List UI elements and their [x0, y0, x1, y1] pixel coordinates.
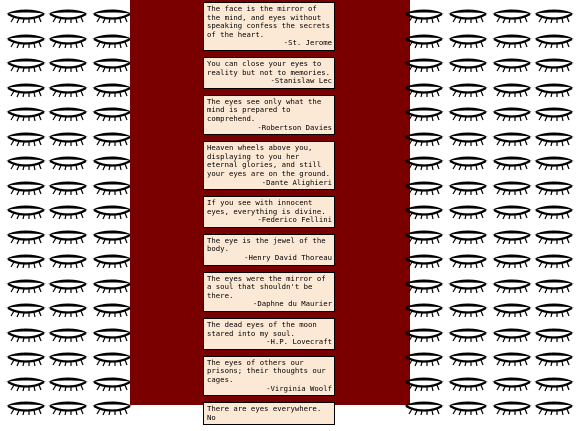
closed-eye-icon [4, 9, 48, 23]
closed-eye-icon [402, 34, 446, 48]
closed-eye-icon [402, 83, 446, 97]
closed-eye-icon [90, 254, 134, 268]
closed-eye-icon [532, 377, 576, 391]
quote-author: -Henry David Thoreau [244, 253, 332, 263]
closed-eye-icon [90, 107, 134, 121]
quote-author: -St. Jerome [283, 38, 332, 48]
closed-eye-icon [90, 377, 134, 391]
closed-eye-icon [532, 279, 576, 293]
quote-text: The eyes were the mirror of a soul that shouldn't be there. [207, 273, 326, 300]
closed-eye-icon [46, 401, 90, 415]
closed-eye-icon [90, 83, 134, 97]
closed-eye-icon [4, 83, 48, 97]
closed-eye-icon [532, 205, 576, 219]
quote-text: The eye is the jewel of the body. [207, 235, 326, 254]
quote-text: The dead eyes of the moon stared into my soul. [207, 320, 317, 338]
closed-eye-icon [46, 83, 90, 97]
closed-eye-icon [46, 279, 90, 293]
eye-pattern-right [410, 0, 540, 405]
closed-eye-icon [446, 205, 490, 219]
closed-eye-icon [4, 34, 48, 48]
closed-eye-icon [4, 377, 48, 391]
closed-eye-icon [490, 328, 534, 342]
closed-eye-icon [446, 156, 490, 170]
closed-eye-icon [402, 303, 446, 317]
quote-box [203, 2, 335, 51]
closed-eye-icon [532, 230, 576, 244]
closed-eye-icon [490, 107, 534, 121]
closed-eye-icon [46, 132, 90, 146]
closed-eye-icon [446, 230, 490, 244]
quote-box [203, 402, 335, 425]
quote-author: -Daphne du Maurier [252, 299, 332, 309]
closed-eye-icon [402, 377, 446, 391]
closed-eye-icon [90, 352, 134, 366]
closed-eye-icon [402, 401, 446, 415]
closed-eye-icon [90, 279, 134, 293]
closed-eye-icon [446, 83, 490, 97]
closed-eye-icon [446, 58, 490, 72]
closed-eye-icon [532, 58, 576, 72]
closed-eye-icon [4, 230, 48, 244]
quote-author: -Dante Alighieri [261, 177, 332, 187]
closed-eye-icon [532, 254, 576, 268]
quote-author: -Virginia Woolf [266, 383, 332, 393]
closed-eye-icon [532, 181, 576, 195]
closed-eye-icon [446, 328, 490, 342]
closed-eye-icon [46, 9, 90, 23]
closed-eye-icon [90, 9, 134, 23]
closed-eye-icon [46, 303, 90, 317]
closed-eye-icon [90, 303, 134, 317]
closed-eye-icon [4, 401, 48, 415]
closed-eye-icon [46, 254, 90, 268]
closed-eye-icon [532, 401, 576, 415]
closed-eye-icon [490, 58, 534, 72]
closed-eye-icon [532, 352, 576, 366]
closed-eye-icon [90, 230, 134, 244]
closed-eye-icon [532, 9, 576, 23]
closed-eye-icon [46, 58, 90, 72]
closed-eye-icon [446, 352, 490, 366]
closed-eye-icon [46, 107, 90, 121]
closed-eye-icon [490, 34, 534, 48]
closed-eye-icon [46, 328, 90, 342]
quote-text: Heaven wheels above you, displaying to you her eternal glories, and still your eyes are on the ground. [207, 143, 331, 178]
closed-eye-icon [4, 181, 48, 195]
closed-eye-icon [46, 352, 90, 366]
quote-author: -H.P. Lovecraft [266, 337, 332, 347]
quote-box [203, 141, 335, 190]
quote-text: You can close your eyes to reality but not to memories. [207, 58, 331, 77]
closed-eye-icon [46, 205, 90, 219]
closed-eye-icon [490, 352, 534, 366]
closed-eye-icon [532, 34, 576, 48]
closed-eye-icon [446, 9, 490, 23]
quote-text: The eyes see only what the mind is prepared to comprehend. [207, 96, 322, 123]
closed-eye-icon [446, 303, 490, 317]
closed-eye-icon [490, 279, 534, 293]
closed-eye-icon [4, 303, 48, 317]
closed-eye-icon [490, 181, 534, 195]
closed-eye-icon [402, 58, 446, 72]
closed-eye-icon [402, 328, 446, 342]
quote-box [203, 196, 335, 228]
closed-eye-icon [446, 254, 490, 268]
closed-eye-icon [4, 328, 48, 342]
closed-eye-icon [90, 58, 134, 72]
closed-eye-icon [46, 156, 90, 170]
closed-eye-icon [490, 9, 534, 23]
closed-eye-icon [4, 352, 48, 366]
quote-author: -Robertson Davies [257, 122, 332, 132]
quote-text: The eyes of others our prisons; their thoughts our cages. [207, 357, 326, 384]
closed-eye-icon [402, 352, 446, 366]
closed-eye-icon [446, 181, 490, 195]
closed-eye-icon [490, 230, 534, 244]
closed-eye-icon [90, 328, 134, 342]
closed-eye-icon [490, 83, 534, 97]
closed-eye-icon [446, 107, 490, 121]
quote-box [203, 318, 335, 350]
quote-box [203, 234, 335, 266]
closed-eye-icon [446, 377, 490, 391]
closed-eye-icon [490, 254, 534, 268]
closed-eye-icon [402, 156, 446, 170]
closed-eye-icon [90, 401, 134, 415]
closed-eye-icon [90, 132, 134, 146]
closed-eye-icon [46, 377, 90, 391]
closed-eye-icon [490, 303, 534, 317]
closed-eye-icon [4, 205, 48, 219]
closed-eye-icon [532, 303, 576, 317]
closed-eye-icon [402, 181, 446, 195]
quote-text: If you see with innocent eyes, everything is divine. [207, 198, 326, 216]
closed-eye-icon [46, 230, 90, 244]
closed-eye-icon [402, 132, 446, 146]
eye-pattern-left [0, 0, 130, 405]
closed-eye-icon [490, 132, 534, 146]
closed-eye-icon [532, 156, 576, 170]
quote-text: There are eyes everywhere. No [207, 404, 322, 422]
quote-author: -Stanislaw Lec [270, 76, 332, 86]
closed-eye-icon [90, 181, 134, 195]
quote-author: -Federico Fellini [257, 215, 332, 225]
closed-eye-icon [402, 230, 446, 244]
closed-eye-icon [4, 58, 48, 72]
closed-eye-icon [46, 34, 90, 48]
closed-eye-icon [46, 181, 90, 195]
closed-eye-icon [4, 254, 48, 268]
closed-eye-icon [490, 205, 534, 219]
quote-list [203, 2, 335, 431]
closed-eye-icon [402, 279, 446, 293]
closed-eye-icon [490, 156, 534, 170]
closed-eye-icon [90, 34, 134, 48]
closed-eye-icon [402, 107, 446, 121]
closed-eye-icon [4, 132, 48, 146]
closed-eye-icon [532, 107, 576, 121]
closed-eye-icon [4, 107, 48, 121]
quote-box [203, 356, 335, 396]
center-column [130, 0, 410, 422]
closed-eye-icon [490, 377, 534, 391]
quote-box [203, 272, 335, 312]
closed-eye-icon [490, 401, 534, 415]
closed-eye-icon [402, 254, 446, 268]
closed-eye-icon [4, 156, 48, 170]
closed-eye-icon [532, 328, 576, 342]
closed-eye-icon [402, 205, 446, 219]
closed-eye-icon [446, 401, 490, 415]
closed-eye-icon [90, 205, 134, 219]
closed-eye-icon [90, 156, 134, 170]
closed-eye-icon [402, 9, 446, 23]
quote-box [203, 95, 335, 135]
closed-eye-icon [446, 279, 490, 293]
closed-eye-icon [446, 34, 490, 48]
quote-box [203, 57, 335, 89]
closed-eye-icon [532, 132, 576, 146]
closed-eye-icon [4, 279, 48, 293]
closed-eye-icon [532, 83, 576, 97]
quote-text: The face is the mirror of the mind, and eyes without speaking confess the secrets of the heart. [207, 4, 331, 39]
closed-eye-icon [446, 132, 490, 146]
